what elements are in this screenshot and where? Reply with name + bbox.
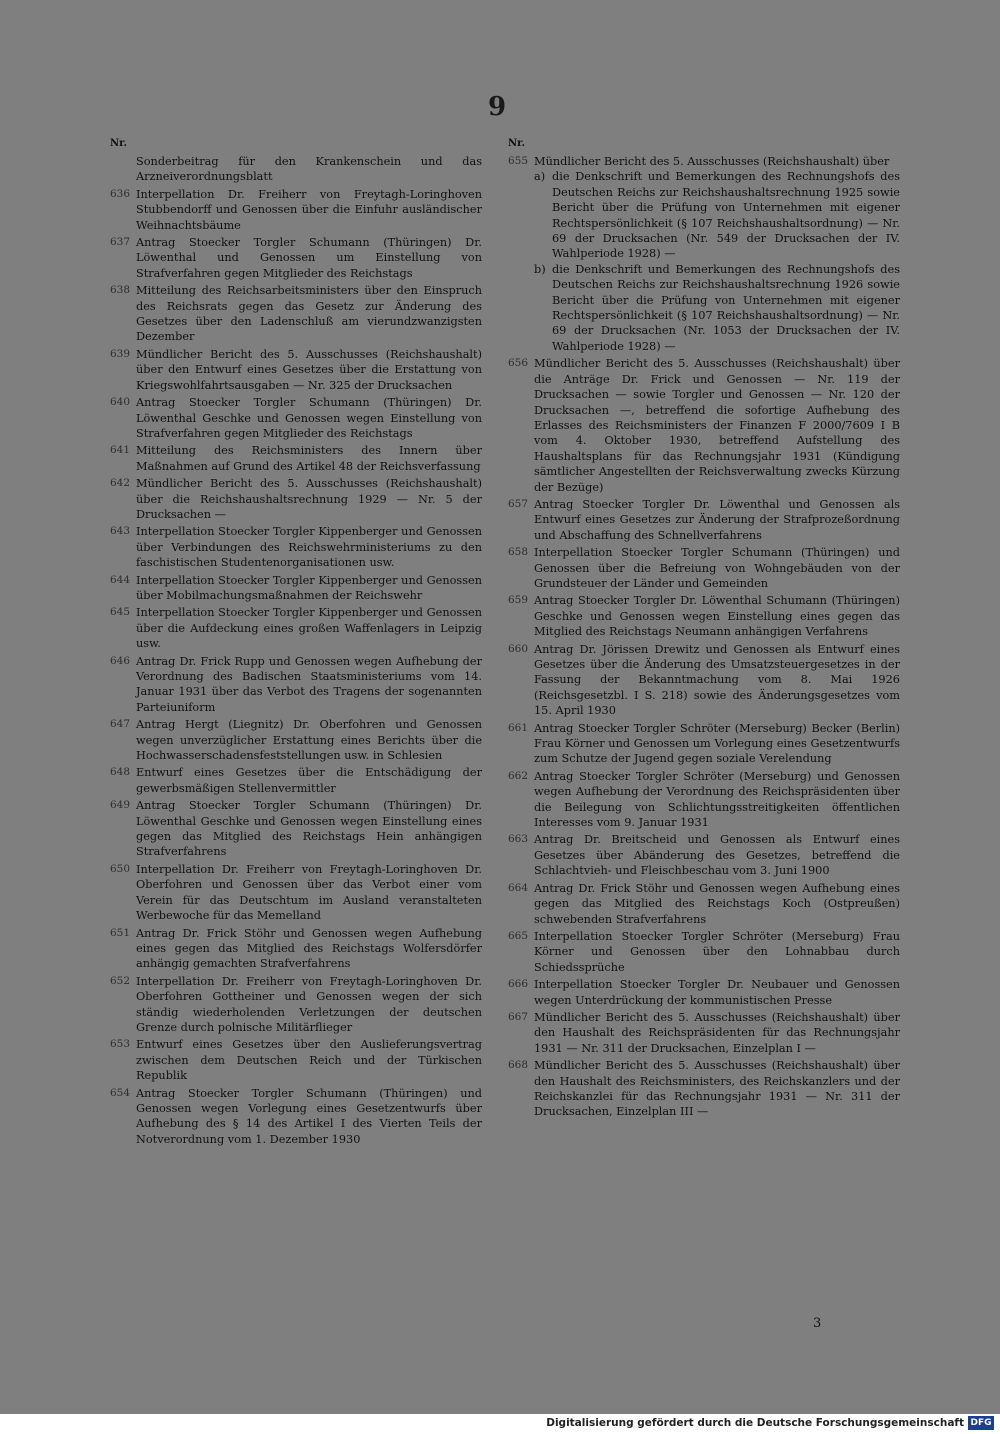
entry-number: 655	[508, 155, 529, 167]
entry-text: Interpellation Stoecker Torgler Kippenberger und Genossen über Mobilmachungsmaßnahmen der Reichswehr	[136, 573, 482, 602]
list-item	[110, 347, 482, 393]
list-item	[110, 605, 482, 651]
list-item	[110, 765, 482, 796]
sub-item-text: die Denkschrift und Bemerkungen des Rechnungshofs des Deutschen Reichs zur Reichshaushaltsrechnung 1926 sowie Bericht über die Prüfung von Unternehmen mit eigener Rechtspersönlichkeit (§ 107 Reichshaushaltsordnung) — Nr. 69 der Drucksachen (Nr. 1053 der Drucksachen der IV. Wahlperiode 1928) —	[552, 262, 900, 353]
entry-text: Antrag Stoecker Torgler Schumann (Thüringen) Dr. Löwenthal und Genossen um Einstellung von Strafverfahren gegen Mitglieder des Reichstags	[136, 236, 482, 280]
entry-number: 652	[110, 974, 131, 987]
entry-text: Interpellation Stoecker Torgler Dr. Neubauer und Genossen wegen Unterdrückung der kommunistischen Presse	[534, 978, 900, 1007]
list-item	[508, 356, 900, 495]
list-item	[508, 721, 900, 767]
entry-number: 644	[110, 573, 131, 586]
entry-number: 658	[508, 546, 529, 559]
sub-item-label: b)	[534, 262, 546, 276]
entry-text: Antrag Stoecker Torgler Schumann (Thüringen) Dr. Löwenthal Geschke und Genossen wegen Einstellung von Strafverfahren gegen Mitglieder des Reichstags	[136, 396, 482, 440]
entry-number: 660	[508, 642, 529, 655]
entry-text: Antrag Stoecker Torgler Dr. Löwenthal und Genossen als Entwurf eines Gesetzes zur Änderung der Strafprozeßordnung und Abschaffung des Schnellverfahrens	[534, 497, 900, 542]
entry-number: 662	[508, 769, 529, 782]
entry-number: 639	[110, 347, 131, 360]
sub-item-text: die Denkschrift und Bemerkungen des Rechnungshofs des Deutschen Reichs zur Reichshaushaltsrechnung 1925 sowie Bericht über die Prüfung von Unternehmen mit eigener Rechtspersönlichkeit (§ 107 Reichshaushaltsordnung) — Nr. 69 der Drucksachen (Nr. 549 der Drucksachen der IV. Wahlperiode 1928) —	[552, 170, 900, 261]
list-item	[110, 862, 482, 924]
list-item	[508, 497, 900, 543]
dfg-logo: DFG	[968, 1416, 994, 1430]
list-item	[110, 573, 482, 604]
entry-text: Mündlicher Bericht des 5. Ausschusses (Reichshaushalt) über den Haushalt des Reichspräsidenten für das Rechnungsjahr 1931 — Nr. 311 der Drucksachen, Einzelplan I —	[534, 1010, 900, 1055]
entry-number: 653	[110, 1038, 131, 1051]
entry-text: Antrag Stoecker Torgler Schröter (Merseburg) und Genossen wegen Aufhebung der Verordnung des Reichspräsidenten über die Beilegung von Schlichtungsstreitigkeiten öffentlichen Interesses vom 9. Januar 1931	[534, 769, 900, 830]
entry-text: Mitteilung des Reichsministers des Innern über Maßnahmen auf Grund des Artikel 48 der Reichsverfassung	[136, 444, 482, 473]
entry-text: Mitteilung des Reichsarbeitsministers über den Einspruch des Reichsrats gegen das Gesetz zur Änderung des Gesetzes über den Ladenschluß am vierundzwanzigsten Dezember	[136, 284, 482, 344]
list-item	[508, 769, 900, 831]
entry-number: 665	[508, 929, 529, 942]
entry-text: Interpellation Stoecker Torgler Schumann (Thüringen) und Genossen über die Befreiung von Wohngebäuden von der Grundsteuer der Länder und Gemeinden	[534, 546, 900, 590]
column-header-left: Nr.	[110, 138, 127, 149]
entry-text: Mündlicher Bericht des 5. Ausschusses (Reichshaushalt) über den Entwurf eines Gesetzes über die Erstattung von Kriegswohlfahrtsausgaben — Nr. 325 der Drucksachen	[136, 347, 482, 392]
entry-number: 637	[110, 236, 131, 249]
entry-text: Antrag Dr. Jörissen Drewitz und Genossen als Entwurf eines Gesetzes über die Änderung des Umsatzsteuergesetzes in der Fassung der Bekanntmachung vom 8. Mai 1926 (Reichsgesetzbl. I S. 218) sowie des Änderungsgesetzes vom 15. April 1930	[534, 642, 900, 718]
entry-number	[110, 154, 136, 185]
entry-number: 668	[508, 1059, 529, 1072]
entry-number: 647	[110, 718, 131, 731]
entry-text: Interpellation Dr. Freiherr von Freytagh-Loringhoven Stubbendorff und Genossen über die Einfuhr ausländischer Weihnachtsbäume	[136, 187, 482, 232]
entry-text: Mündlicher Bericht des 5. Ausschusses (Reichshaushalt) über die Anträge Dr. Frick und Genossen — Nr. 119 der Drucksachen — sowie Torgler und Genossen — Nr. 120 der Drucksachen —, betreffend die sofortige Aufhebung des Erlasses des Reichsministers der Finanzen F 2000/7609 I B vom 4. Oktober 1930, betreffend Aufstellung des Haushaltsplans für das Rechnungsjahr 1931 (Kündigung sämtlicher Angestellten der Reichsverwaltung zwecks Kürzung der Bezüge)	[534, 357, 900, 494]
list-item	[110, 798, 482, 860]
left-column	[110, 138, 482, 1149]
list-item	[110, 926, 482, 972]
list-item	[110, 476, 482, 522]
entry-number: 643	[110, 525, 131, 538]
list-item	[508, 545, 900, 591]
entry-number: 659	[508, 594, 529, 607]
list-item	[508, 929, 900, 975]
entry-text: Sonderbeitrag für den Krankenschein und das Arzneiverordnungsblatt	[136, 155, 482, 184]
entry-number: 651	[110, 926, 131, 939]
footer-bar	[0, 1414, 1000, 1434]
entry-number: 667	[508, 1010, 529, 1023]
list-item	[110, 1037, 482, 1083]
entry-text: Interpellation Stoecker Torgler Kippenberger und Genossen über Verbindungen des Reichswehrministeriums zu den faschistischen Studentenorganisationen usw.	[136, 525, 482, 570]
entry-number: 641	[110, 444, 131, 457]
entry-text: Antrag Stoecker Torgler Schumann (Thüringen) Dr. Löwenthal Geschke und Genossen wegen Einstellung eines gegen das Mitglied des Reichstags Hein anhängigen Strafverfahrens	[136, 799, 482, 859]
footer-text: Digitalisierung gefördert durch die Deutsche Forschungsgemeinschaft	[546, 1417, 964, 1429]
list-item	[110, 283, 482, 345]
entry-text: Antrag Dr. Frick Stöhr und Genossen wegen Aufhebung eines gegen das Mitglied des Reichstags Wolfersdörfer anhängig gemachten Strafverfahrens	[136, 926, 482, 971]
column-header-right: Nr.	[508, 138, 525, 149]
entry-text: Entwurf eines Gesetzes über die Entschädigung der gewerbsmäßigen Stellenvermittler	[136, 766, 482, 795]
entry-number: 654	[110, 1086, 131, 1099]
entry-number: 657	[508, 497, 529, 510]
list-item	[508, 881, 900, 927]
page-number: 9	[488, 92, 507, 122]
entry-text: Antrag Dr. Frick Rupp und Genossen wegen Aufhebung der Verordnung des Badischen Staatsministeriums vom 14. Januar 1931 über das Verbot des Tragens der sogenannten Parteiuniform	[136, 654, 482, 714]
entry-number: 663	[508, 833, 529, 846]
right-entry-list	[508, 356, 900, 1120]
list-item	[110, 524, 482, 570]
sub-item-label: a)	[534, 170, 546, 184]
list-item	[110, 187, 482, 233]
entry-number: 645	[110, 606, 131, 619]
list-item	[110, 1086, 482, 1148]
entry-text: Interpellation Dr. Freiherr von Freytagh-Loringhoven Dr. Oberfohren und Genossen über das Verbot einer vom Verein für das Deutschtum im Ausland veranstalteten Werbewoche für das Memelland	[136, 862, 482, 923]
entry-number: 650	[110, 862, 131, 875]
list-item	[508, 832, 900, 878]
sub-item	[534, 262, 900, 354]
entry-number: 661	[508, 721, 529, 734]
list-item	[508, 1010, 900, 1056]
entry-text: Antrag Hergt (Liegnitz) Dr. Oberfohren und Genossen wegen unverzüglicher Erstattung eines Berichts über die Hochwasserschadensfeststellungen usw. in Schlesien	[136, 718, 482, 763]
left-entry-list	[110, 154, 482, 1147]
list-item	[508, 1058, 900, 1120]
entry-number: 646	[110, 654, 131, 667]
entry-text: Entwurf eines Gesetzes über den Auslieferungsvertrag zwischen dem Deutschen Reich und der Türkischen Republik	[136, 1038, 482, 1083]
list-item	[110, 395, 482, 441]
entry-text: Antrag Stoecker Torgler Schröter (Merseburg) Becker (Berlin) Frau Körner und Genossen um Vorlegung eines Gesetzentwurfs zum Schutze der Jugend gegen soziale Verelendung	[534, 721, 900, 766]
entry-text: Mündlicher Bericht des 5. Ausschusses (Reichshaushalt) über den Haushalt des Reichsministers, des Reichskanzlers und der Reichskanzlei für das Rechnungsjahr 1931 — Nr. 311 der Drucksachen, Einzelplan III —	[534, 1059, 900, 1119]
entry-text: Antrag Dr. Breitscheid und Genossen als Entwurf eines Gesetzes über Abänderung des Gesetzes, betreffend die Schlachtvieh- und Fleischbeschau vom 3. Juni 1900	[534, 833, 900, 878]
list-item	[508, 593, 900, 639]
list-item	[110, 235, 482, 281]
entry-number: 638	[110, 284, 131, 297]
list-item	[508, 977, 900, 1008]
entry-number: 640	[110, 396, 131, 409]
list-item	[110, 443, 482, 474]
entry-text: Interpellation Stoecker Torgler Schröter (Merseburg) Frau Körner und Genossen über den Lohnabbau durch Schiedssprüche	[534, 929, 900, 974]
signature-mark: 3	[813, 1316, 822, 1331]
list-item	[508, 642, 900, 719]
entry-number: 664	[508, 881, 529, 894]
right-column	[508, 138, 900, 1122]
list-item	[110, 654, 482, 716]
sub-item	[534, 169, 900, 261]
entry-text: Mündlicher Bericht des 5. Ausschusses (Reichshaushalt) über die Reichshaushaltsrechnung 1929 — Nr. 5 der Drucksachen —	[136, 477, 482, 521]
entry-number: 636	[110, 187, 131, 200]
entry-text: Antrag Stoecker Torgler Dr. Löwenthal Schumann (Thüringen) Geschke und Genossen wegen Einstellung eines gegen das Mitglied des Reichstags Neumann anhängigen Verfahrens	[534, 594, 900, 639]
entry-number: 648	[110, 766, 131, 779]
entry-text: Interpellation Dr. Freiherr von Freytagh-Loringhoven Dr. Oberfohren Gottheiner und Genossen wegen der sich ständig wiederholenden Verletzungen der deutschen Grenze durch polnische Militärflieger	[136, 974, 482, 1034]
list-item	[110, 974, 482, 1036]
entry-number: 649	[110, 799, 131, 812]
list-item	[110, 154, 482, 185]
entry-text: Antrag Stoecker Torgler Schumann (Thüringen) und Genossen wegen Vorlegung eines Gesetzentwurfs über Aufhebung des § 14 des Artikel I des Vierten Teils der Notverordnung vom 1. Dezember 1930	[136, 1086, 482, 1146]
list-item	[110, 717, 482, 763]
entry-number: 666	[508, 978, 529, 991]
entry-text: Mündlicher Bericht des 5. Ausschusses (Reichshaushalt) über	[534, 155, 890, 168]
entry-text: Interpellation Stoecker Torgler Kippenberger und Genossen über die Aufdeckung eines großen Waffenlagers in Leipzig usw.	[136, 606, 482, 651]
entry-number: 642	[110, 477, 131, 490]
list-item	[508, 154, 900, 354]
entry-number: 656	[508, 357, 529, 370]
entry-text: Antrag Dr. Frick Stöhr und Genossen wegen Aufhebung eines gegen das Mitglied des Reichstags Koch (Ostpreußen) schwebenden Strafverfahrens	[534, 881, 900, 926]
